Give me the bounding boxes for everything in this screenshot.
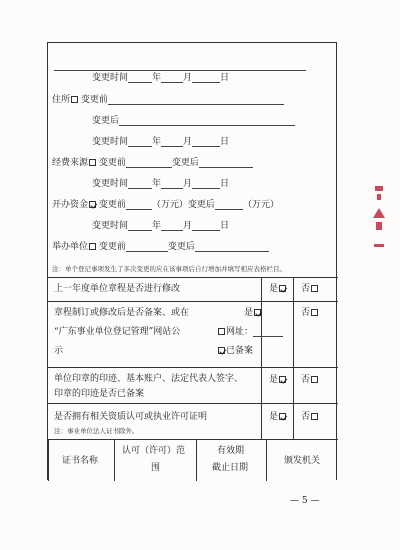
charter-revised-question: 上一年度单位章程是否进行修改 bbox=[54, 284, 181, 294]
charter-filed-filed-checkbox[interactable] bbox=[218, 347, 225, 354]
seals-filed-question-line1: 单位印章的印迹、基本账户、法定代表人签字、 bbox=[54, 374, 244, 384]
residence-before-row: 住所 变更前 bbox=[52, 96, 284, 105]
seals-filed-no-checkbox[interactable] bbox=[311, 376, 318, 383]
header-scope-line2: 围 bbox=[151, 463, 161, 473]
blank-line[interactable] bbox=[54, 63, 306, 71]
residence-after-field[interactable] bbox=[119, 118, 295, 126]
residence-before-field[interactable] bbox=[108, 97, 284, 105]
change-time-row: 变更时间 年 月 日 bbox=[92, 73, 230, 83]
charter-revised-yes: 是 bbox=[269, 285, 286, 294]
year-field[interactable] bbox=[128, 181, 152, 189]
page-number: — 5 — bbox=[290, 496, 320, 506]
license-yes: 是 bbox=[269, 413, 286, 422]
license-yes-checkbox[interactable] bbox=[279, 413, 286, 420]
month-field[interactable] bbox=[161, 181, 183, 189]
seals-filed-no: 否 bbox=[301, 376, 318, 385]
column-divider bbox=[114, 439, 115, 481]
divider bbox=[48, 301, 338, 302]
residence-checkbox[interactable] bbox=[71, 96, 78, 103]
header-cert-name: 证书名称 bbox=[62, 456, 99, 466]
seals-filed-yes: 是 bbox=[269, 376, 286, 385]
column-divider bbox=[266, 439, 267, 481]
charter-filed-no: 否 bbox=[301, 309, 318, 318]
funding-source-row: 经费来源 变更前 变更后 bbox=[52, 159, 253, 168]
license-no-checkbox[interactable] bbox=[311, 413, 318, 420]
charter-filed-website: 网址： bbox=[218, 328, 283, 337]
sponsor-before-field[interactable] bbox=[126, 244, 168, 252]
start-capital-checkbox[interactable] bbox=[89, 201, 96, 208]
charter-filed-yes: 是 bbox=[244, 309, 261, 318]
change-form bbox=[47, 42, 337, 480]
charter-revised-yes-checkbox[interactable] bbox=[279, 285, 286, 292]
charter-filed-question-line2: “广东事业单位登记管理”网站公 bbox=[54, 327, 181, 337]
charter-filed-question-line3: 示 bbox=[54, 346, 64, 356]
year-field[interactable] bbox=[128, 223, 152, 231]
day-field[interactable] bbox=[192, 75, 220, 83]
funding-source-checkbox[interactable] bbox=[89, 159, 96, 166]
header-validity-line1: 有效期 bbox=[217, 446, 245, 456]
sponsor-after-field[interactable] bbox=[195, 244, 269, 252]
seal-stamp-fragment bbox=[372, 186, 386, 256]
charter-filed-website-checkbox[interactable] bbox=[218, 328, 225, 335]
residence-after-row: 变更后 bbox=[92, 117, 295, 126]
charter-revised-no: 否 bbox=[301, 285, 318, 294]
charter-revised-no-checkbox[interactable] bbox=[311, 285, 318, 292]
divider bbox=[48, 439, 338, 440]
day-field[interactable] bbox=[192, 181, 220, 189]
change-time-row: 变更时间 年 月 日 bbox=[92, 179, 230, 189]
license-no: 否 bbox=[301, 413, 318, 422]
charter-filed-yes-checkbox[interactable] bbox=[254, 309, 261, 316]
month-field[interactable] bbox=[161, 139, 183, 147]
sponsor-row: 举办单位 变更前 变更后 bbox=[52, 243, 269, 252]
divider bbox=[48, 403, 338, 404]
sponsor-checkbox[interactable] bbox=[89, 243, 96, 250]
column-divider bbox=[293, 277, 294, 439]
charter-filed-no-checkbox[interactable] bbox=[311, 309, 318, 316]
year-field[interactable] bbox=[128, 139, 152, 147]
capital-before-field[interactable] bbox=[126, 202, 152, 210]
seals-filed-question-line2: 印章的印迹是否已备案 bbox=[54, 389, 145, 399]
change-note: 注：单个登记事项发生了多次变更的应在该事项后自行增加并填写相应表格栏目。 bbox=[52, 265, 286, 273]
header-issuer: 颁发机关 bbox=[284, 456, 321, 466]
capital-after-field[interactable] bbox=[215, 202, 243, 210]
funding-before-field[interactable] bbox=[126, 160, 172, 168]
start-capital-row: 开办资金 变更前 （万元）变更后 （万元） bbox=[52, 200, 279, 210]
funding-after-field[interactable] bbox=[199, 160, 253, 168]
divider bbox=[48, 277, 338, 278]
charter-filed-question-line1: 章程制订或修改后是否备案、或在 bbox=[54, 308, 190, 318]
header-scope-line1: 认可（许可）范 bbox=[122, 446, 186, 456]
header-validity-line2: 截止日期 bbox=[212, 463, 249, 473]
day-field[interactable] bbox=[192, 139, 220, 147]
change-time-row: 变更时间 年 月 日 bbox=[92, 221, 230, 231]
divider bbox=[48, 367, 338, 368]
column-divider bbox=[48, 439, 49, 481]
column-divider bbox=[261, 277, 262, 439]
charter-filed-filed: 已备案 bbox=[218, 347, 253, 356]
year-field[interactable] bbox=[128, 75, 152, 83]
month-field[interactable] bbox=[161, 75, 183, 83]
license-question: 是否拥有相关资质认可或执业许可证明 bbox=[54, 412, 208, 422]
change-time-row: 变更时间 年 月 日 bbox=[92, 137, 230, 147]
license-note: 注：事业单位法人证书除外。 bbox=[54, 427, 139, 435]
website-field[interactable] bbox=[253, 329, 283, 337]
day-field[interactable] bbox=[192, 223, 220, 231]
column-divider bbox=[196, 439, 197, 481]
seals-filed-yes-checkbox[interactable] bbox=[279, 376, 286, 383]
month-field[interactable] bbox=[161, 223, 183, 231]
